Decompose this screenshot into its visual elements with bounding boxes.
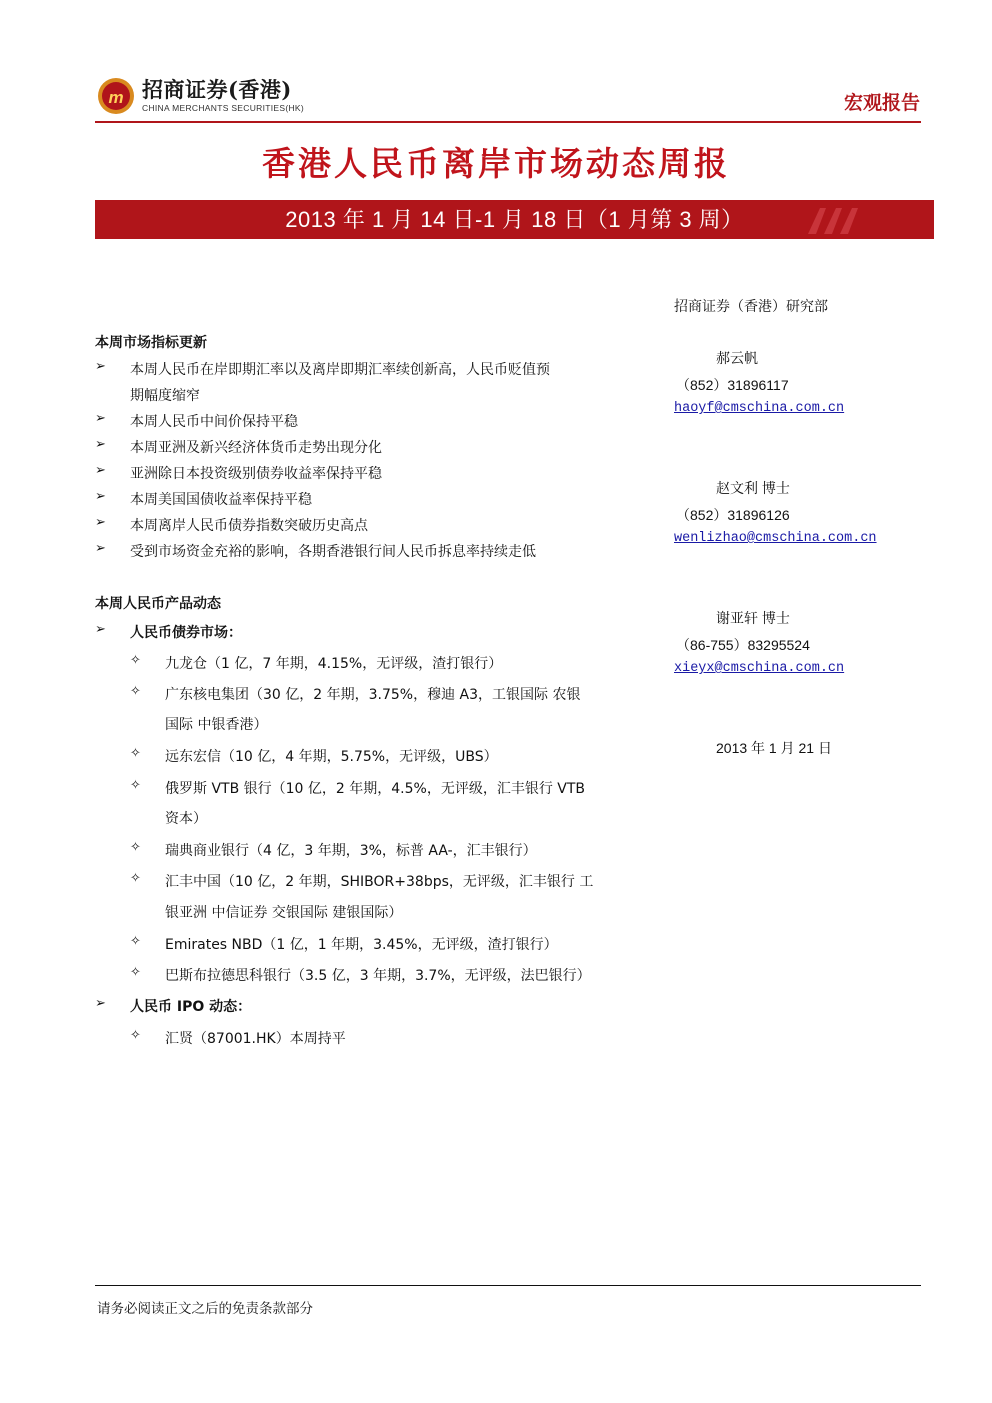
analyst-email-link[interactable]: wenlizhao@cmschina.com.cn: [674, 531, 877, 546]
arrow-bullet-icon: ➢: [95, 996, 106, 1011]
date-banner: [95, 200, 934, 239]
list-item: ✧ 九龙仓（1 亿，7 年期，4.15%，无评级，渣打银行）: [130, 653, 503, 672]
svg-text:m: m: [108, 88, 124, 107]
list-item: ➢ 本周人民币中间价保持平稳: [95, 411, 298, 430]
section-heading-market: 本周市场指标更新: [95, 335, 207, 351]
footer-divider: [95, 1285, 921, 1286]
arrow-bullet-icon: ➢: [95, 411, 106, 426]
diamond-bullet-icon: ✧: [130, 840, 141, 855]
list-item: ✧ Emirates NBD（1 亿，1 年期，3.45%，无评级，渣打银行）: [130, 934, 558, 953]
company-logo-english: CHINA MERCHANTS SECURITIES(HK): [142, 103, 305, 113]
section-heading-products: 本周人民币产品动态: [95, 596, 221, 612]
analyst-name: 赵文利 博士: [716, 480, 790, 496]
analyst-name: 谢亚轩 博士: [716, 610, 790, 626]
list-item: ✧ 汇贤（87001.HK）本周持平: [130, 1028, 346, 1047]
list-item: ➢ 本周美国国债收益率保持平稳: [95, 489, 312, 508]
arrow-bullet-icon: ➢: [95, 515, 106, 530]
company-logo-name: 招商证券(香港): [142, 77, 292, 102]
diamond-bullet-icon: ✧: [130, 871, 141, 886]
diamond-bullet-icon: ✧: [130, 778, 141, 793]
list-item: ➢ 本周离岸人民币债券指数突破历史高点: [95, 515, 368, 534]
arrow-bullet-icon: ➢: [95, 359, 106, 374]
analyst-email-link[interactable]: xieyx@cmschina.com.cn: [674, 661, 845, 676]
report-date: 2013 年 1 月 21 日: [716, 740, 832, 756]
diamond-bullet-icon: ✧: [130, 653, 141, 668]
arrow-bullet-icon: ➢: [95, 541, 106, 556]
list-item: ✧ 汇丰中国（10 亿，2 年期，SHIBOR+38bps，无评级，汇丰银行 工 银亚洲 中信证券 交银国际 建银国际）: [130, 871, 594, 921]
list-item: ➢ 亚洲除日本投资级别债券收益率保持平稳: [95, 463, 382, 482]
list-item: ✧ 巴斯布拉德思科银行（3.5 亿，3 年期，3.7%，无评级，法巴银行）: [130, 965, 591, 984]
list-item: ✧ 俄罗斯 VTB 银行（10 亿，2 年期，4.5%，无评级，汇丰银行 VTB 资本）: [130, 778, 586, 827]
diamond-bullet-icon: ✧: [130, 965, 141, 980]
arrow-bullet-icon: ➢: [95, 489, 106, 504]
disclaimer-note: 请务必阅读正文之后的免责条款部分: [97, 1301, 313, 1317]
list-item: ➢ 本周人民币在岸即期汇率以及离岸即期汇率续创新高，人民币贬值预 期幅度缩窄: [95, 359, 550, 404]
analyst-email-link[interactable]: haoyf@cmschina.com.cn: [674, 401, 845, 416]
diamond-bullet-icon: ✧: [130, 746, 141, 761]
report-type-label: 宏观报告: [843, 92, 920, 114]
arrow-bullet-icon: ➢: [95, 463, 106, 478]
list-item: ✧ 瑞典商业银行（4 亿，3 年期，3%，标普 AA-，汇丰银行）: [130, 840, 537, 859]
analyst-name: 郝云帆: [716, 350, 758, 366]
diamond-bullet-icon: ✧: [130, 1028, 141, 1043]
header-divider: [95, 121, 921, 123]
date-range: 2013 年 1 月 14 日-1 月 18 日（1 月第 3 周）: [285, 207, 744, 232]
diamond-bullet-icon: ✧: [130, 934, 141, 949]
report-title: 香港人民币离岸市场动态周报: [262, 144, 730, 183]
analyst-phone: （852）31896126: [676, 507, 790, 523]
company-logo-mark: [97, 77, 135, 115]
list-item: ✧ 远东宏信（10 亿，4 年期，5.75%，无评级，UBS）: [130, 746, 498, 765]
analyst-phone: （852）31896117: [676, 377, 789, 393]
list-item: ➢ 本周亚洲及新兴经济体货币走势出现分化: [95, 437, 382, 456]
analyst-phone: （86-755）83295524: [676, 637, 810, 653]
list-item: ➢ 受到市场资金充裕的影响，各期香港银行间人民币拆息率持续走低: [95, 541, 536, 560]
subsection-heading: ➢ 人民币 IPO 动态：: [95, 996, 252, 1015]
research-department: 招商证券（香港）研究部: [674, 298, 828, 314]
subsection-heading: ➢ 人民币债券市场：: [95, 622, 242, 641]
arrow-bullet-icon: ➢: [95, 622, 106, 637]
diamond-bullet-icon: ✧: [130, 684, 141, 699]
list-item: ✧ 广东核电集团（30 亿，2 年期，3.75%，穆迪 A3，工银国际 农银 国际 中银香港）: [130, 684, 581, 733]
arrow-bullet-icon: ➢: [95, 437, 106, 452]
